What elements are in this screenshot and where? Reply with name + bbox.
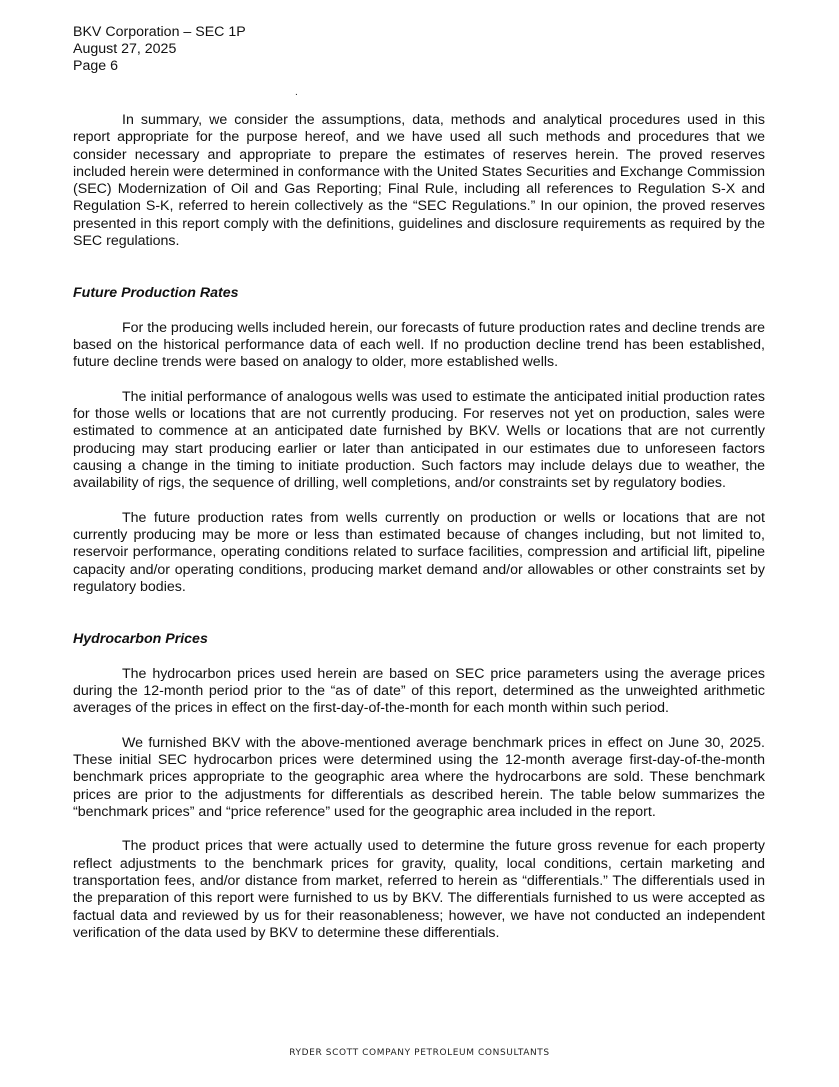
header-company-line: BKV Corporation – SEC 1P: [73, 24, 246, 40]
summary-paragraph: In summary, we consider the assumptions, data, methods and analytical procedures used in this report appropriate for the purpose hereof, and we have used all such methods and procedures that we consider necessary and appropriate to prepare the estimates of reserves herein. The proved reserves included herein were determined in conformance with the United States Securities and Exchange Commission (SEC) Modernization of Oil and Gas Reporting; Final Rule, including all references to Regulation S-X and Regulation S-K, referred to herein collectively as the “SEC Regulations.” In our opinion, the proved reserves presented in this report comply with the definitions, guidelines and disclosure requirements as required by the SEC regulations.: [73, 112, 765, 250]
paragraph-spacer: [73, 821, 765, 838]
paragraph-spacer: [73, 371, 765, 388]
header-page-line: Page 6: [73, 58, 118, 74]
future-production-paragraph-2: The initial performance of analogous wells was used to estimate the anticipated initial production rates for those wells or locations that are not currently producing. For reserves not yet on production, sales were estimated to commence at an anticipated date furnished by BKV. Wells or locations that are not currently producing may start producing earlier or later than anticipated in our estimates due to unforeseen factors causing a change in the timing to initiate production. Such factors may include delays due to weather, the availability of rigs, the sequence of drilling, well completions, and/or constraints set by regulatory bodies.: [73, 388, 765, 492]
stray-mark: .: [295, 87, 298, 98]
section-spacer: [73, 596, 765, 631]
hydrocarbon-prices-paragraph-3: The product prices that were actually used to determine the future gross revenue for each property reflect adjustments to the benchmark prices for gravity, quality, local conditions, certain marketing and transportation fees, and/or distance from market, referred to herein as “differentials.” The differentials used in the preparation of this report were furnished to us by BKV. The differentials furnished to us were accepted as factual data and reviewed by us for their reasonableness; however, we have not conducted an independent verification of the data used by BKV to determine these differentials.: [73, 838, 765, 941]
hydrocarbon-prices-paragraph-1: The hydrocarbon prices used herein are based on SEC price parameters using the average prices during the 12-month period prior to the “as of date” of this report, determined as the unweighted arithmetic averages of the prices in effect on the first-day-of-the-month for each month within such period.: [73, 665, 765, 717]
paragraph-spacer: [73, 493, 765, 510]
future-production-paragraph-3: The future production rates from wells currently on production or wells or locations that are not currently producing may be more or less than estimated because of changes including, but not limited to, reservoir performance, operating conditions related to surface facilities, compression and artificial lift, pipeline capacity and/or operating conditions, producing market demand and/or allowables or other constraints set by regulatory bodies.: [73, 509, 765, 596]
heading-spacer: [73, 648, 765, 665]
document-body: [73, 112, 765, 942]
future-production-heading: Future Production Rates: [73, 284, 239, 301]
hydrocarbon-prices-paragraph-2: We furnished BKV with the above-mentioned average benchmark prices in effect on June 30, 2025. These initial SEC hydrocarbon prices were determined using the 12-month average first-day-of-the-month benchmark prices appropriate to the geographic area where the hydrocarbons are sold. These benchmark prices are prior to the adjustments for differentials as described herein. The table below summarizes the “benchmark prices” and “price reference” used for the geographic area included in the report.: [73, 734, 765, 820]
section-spacer: [73, 250, 765, 285]
heading-spacer: [73, 302, 765, 319]
page-header: [73, 24, 246, 75]
paragraph-spacer: [73, 717, 765, 734]
page-footer: RYDER SCOTT COMPANY PETROLEUM CONSULTANTS: [289, 1048, 550, 1058]
header-date-line: August 27, 2025: [73, 41, 177, 57]
hydrocarbon-prices-heading: Hydrocarbon Prices: [73, 630, 208, 647]
future-production-paragraph-1: For the producing wells included herein, our forecasts of future production rates and decline trends are based on the historical performance data of each well. If no production decline trend has been established, future decline trends were based on analogy to older, more established wells.: [73, 319, 765, 371]
